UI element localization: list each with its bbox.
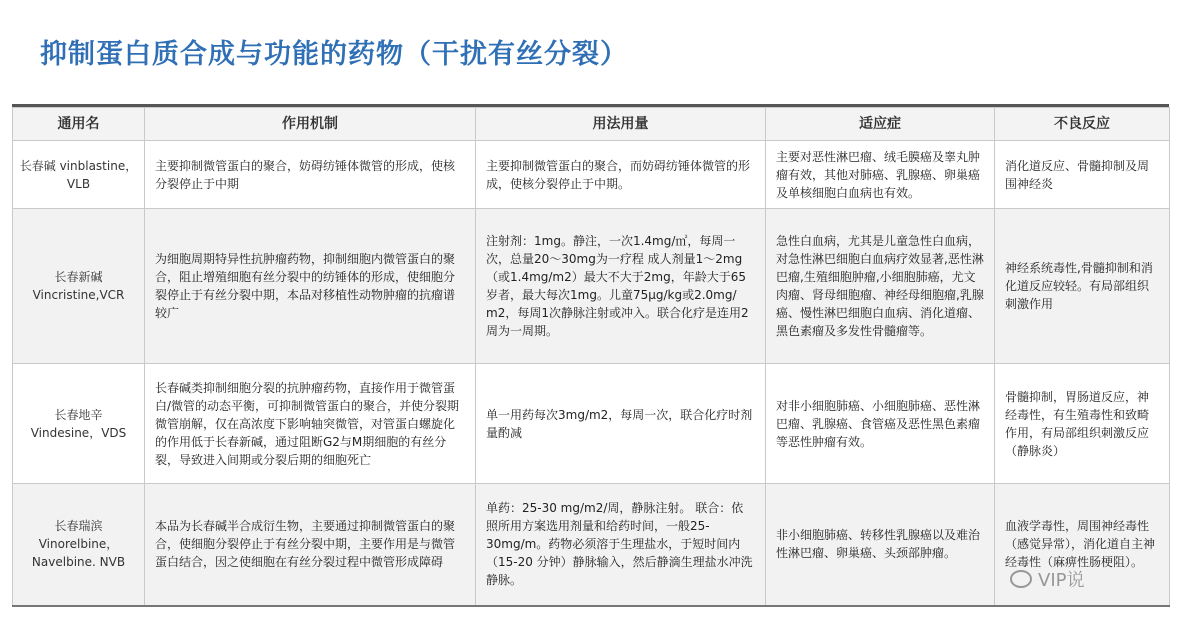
wechat-icon [1010, 570, 1032, 588]
table-row [13, 141, 1170, 209]
table-row [13, 209, 1170, 364]
dosage-cell: 单药：25-30 mg/m2/周，静脉注射。 联合：依照所用方案选用剂量和给药时间，一般25-30mg/m。药物必须溶于生理盐水，于短时间内（15-20 分钟）静脉输入，然后静滴生理盐水冲洗静脉。 [476, 484, 766, 606]
adverse-cell: 神经系统毒性,骨髓抑制和消化道反应较轻。有局部组织刺激作用 [995, 209, 1170, 364]
dosage-cell: 注射剂：1mg。静注，一次1.4mg/㎡，每周一次，总量20～30mg为一疗程 成人剂量1～2mg（或1.4mg/m2）最大不大于2mg，年龄大于65岁者，最大每次1mg。儿童75μg/kg或2.0mg/ m2，每周1次静脉注射或冲入。联合化疗是连用2周为一周期。 [476, 209, 766, 364]
header-dosage: 用法用量 [476, 108, 766, 141]
mechanism-cell: 本品为长春碱半合成衍生物，主要通过抑制微管蛋白的聚合，使细胞分裂停止于有丝分裂中期，主要作用是与微管蛋白结合，因之使细胞在有丝分裂过程中微管形成障碍 [145, 484, 476, 606]
indications-cell: 非小细胞肺癌、转移性乳腺癌以及难治性淋巴瘤、卵巢癌、头颈部肿瘤。 [766, 484, 995, 606]
table-row [13, 364, 1170, 484]
indications-cell: 对非小细胞肺癌、小细胞肺癌、恶性淋巴瘤、乳腺癌、食管癌及恶性黑色素瘤等恶性肿瘤有效。 [766, 364, 995, 484]
adverse-cell: 血液学毒性，周围神经毒性（感觉异常），消化道自主神经毒性（麻痹性肠梗阻）。 [995, 484, 1170, 606]
header-generic-name: 通用名 [13, 108, 145, 141]
page-title: 抑制蛋白质合成与功能的药物（干扰有丝分裂） [40, 39, 628, 70]
drug-name-cell: 长春碱 vinblastine，VLB [13, 141, 145, 209]
indications-cell: 主要对恶性淋巴瘤、绒毛膜癌及睾丸肿瘤有效，其他对肺癌、乳腺癌、卵巢癌及单核细胞白血病也有效。 [766, 141, 995, 209]
drug-name-cell: 长春瑞滨 Vinorelbine，Navelbine. NVB [13, 484, 145, 606]
watermark [1010, 566, 1084, 592]
mechanism-cell: 主要抑制微管蛋白的聚合，妨碍纺锤体微管的形成，使核分裂停止于中期 [145, 141, 476, 209]
watermark-text: VIP说 [1038, 570, 1085, 591]
mechanism-cell: 长春碱类抑制细胞分裂的抗肿瘤药物，直接作用于微管蛋白/微管的动态平衡，可抑制微管蛋白的聚合，并使分裂期微管崩解，仅在高浓度下影响轴突微管，对管蛋白螺旋化的作用低于长春新碱，通过阻断G2与M期细胞的有丝分裂，导致进入间期或分裂后期的细胞死亡 [145, 364, 476, 484]
dosage-cell: 主要抑制微管蛋白的聚合，而妨碍纺锤体微管的形成，使核分裂停止于中期。 [476, 141, 766, 209]
adverse-cell: 骨髓抑制，胃肠道反应，神经毒性，有生殖毒性和致畸作用，有局部组织刺激反应（静脉炎） [995, 364, 1170, 484]
drug-name-cell: 长春地辛 Vindesine，VDS [13, 364, 145, 484]
drug-name-cell: 长春新碱 Vincristine,VCR [13, 209, 145, 364]
indications-cell: 急性白血病，尤其是儿童急性白血病，对急性淋巴细胞白血病疗效显著,恶性淋巴瘤,生殖细胞肿瘤,小细胞肺癌，尤文肉瘤、肾母细胞瘤、神经母细胞瘤,乳腺癌、慢性淋巴细胞白血病、消化道瘤、黑色素瘤及多发性骨髓瘤等。 [766, 209, 995, 364]
header-indications: 适应症 [766, 108, 995, 141]
header-mechanism: 作用机制 [145, 108, 476, 141]
adverse-cell: 消化道反应、骨髓抑制及周围神经炎 [995, 141, 1170, 209]
dosage-cell: 单一用药每次3mg/m2，每周一次，联合化疗时剂量酌减 [476, 364, 766, 484]
drug-table [12, 107, 1170, 607]
table-header-row [13, 108, 1170, 141]
table-row [13, 484, 1170, 606]
mechanism-cell: 为细胞周期特异性抗肿瘤药物，抑制细胞内微管蛋白的聚合，阻止增殖细胞有丝分裂中的纺锤体的形成，使细胞分裂停止于有丝分裂中期，本品对移植性动物肿瘤的抗瘤谱较广 [145, 209, 476, 364]
header-adverse-reactions: 不良反应 [995, 108, 1170, 141]
